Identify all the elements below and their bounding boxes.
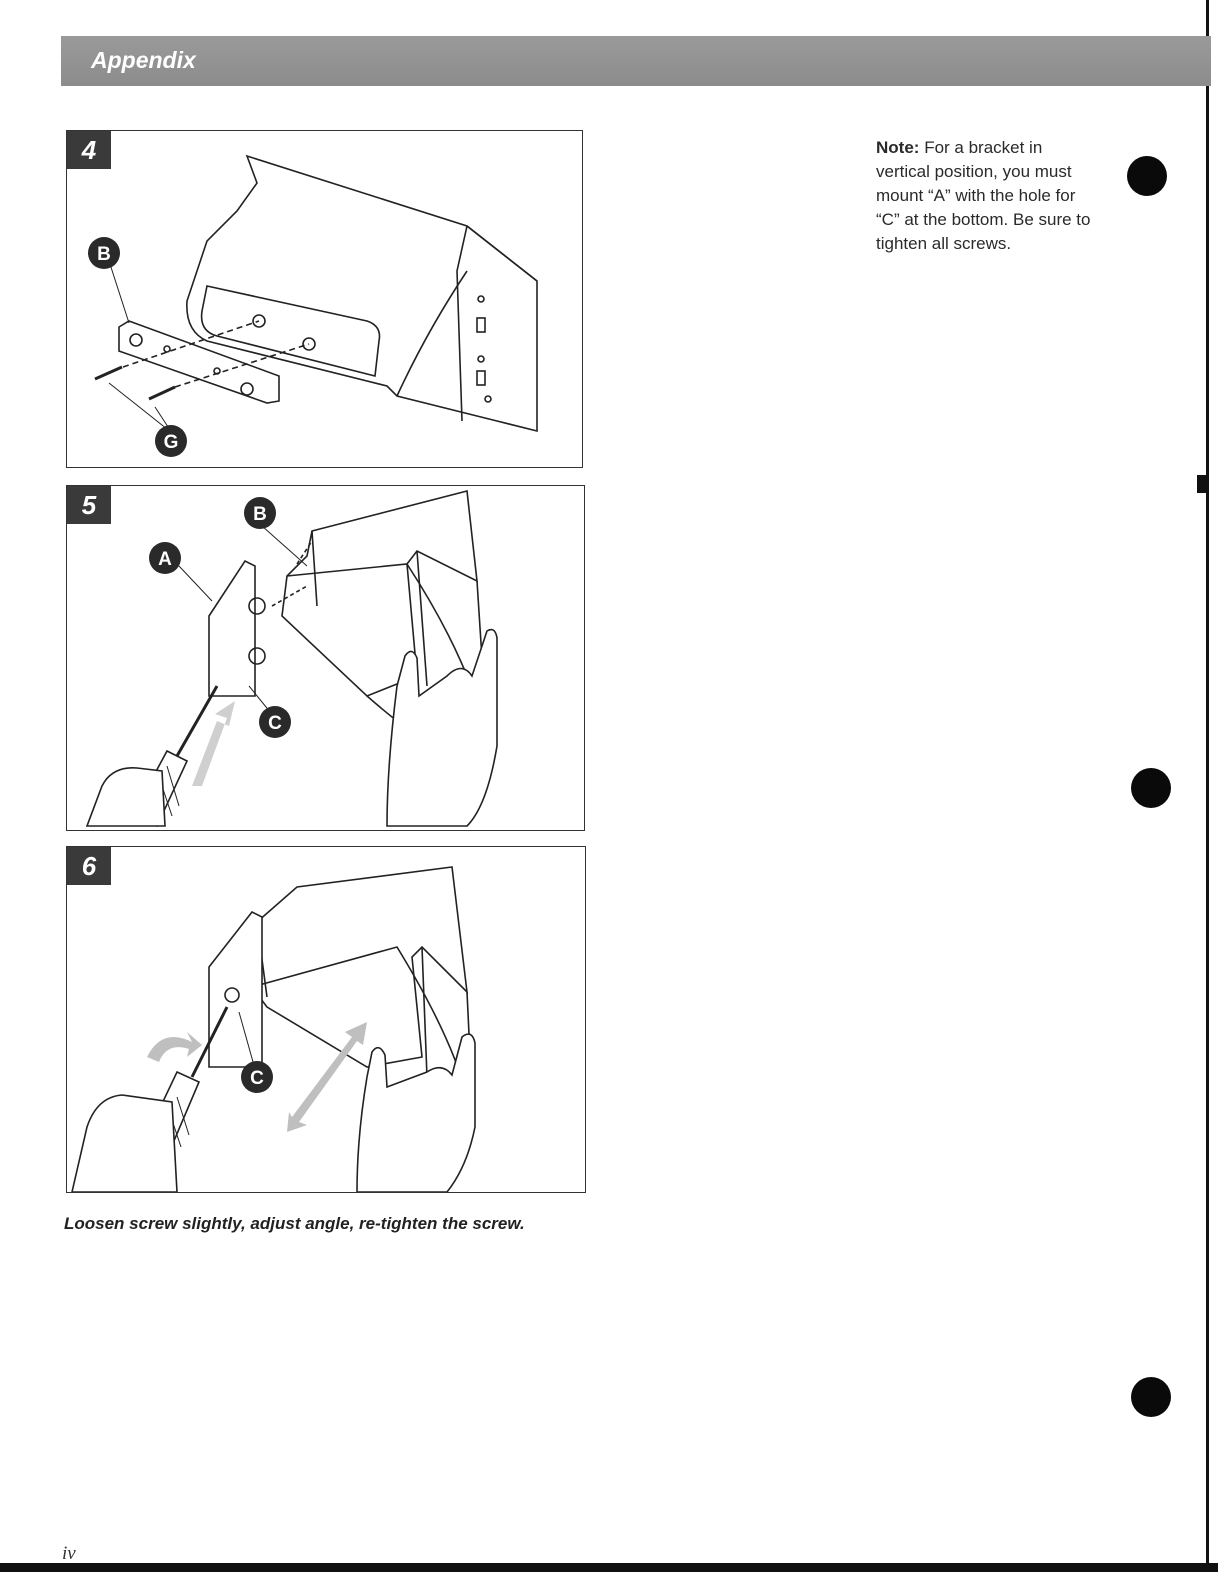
binder-punch-hole (1127, 156, 1167, 196)
label-b: B (97, 244, 111, 265)
step-5-illustration (66, 485, 585, 831)
label-g: G (163, 432, 179, 453)
section-header-bar (61, 36, 1211, 86)
note-block (876, 136, 1096, 256)
label-b: B (253, 504, 267, 525)
label-c: C (268, 713, 282, 734)
note-text: For a bracket in vertical position, you must mount “A” with the hole for “C” at the bottom. Be sure to tighten all screws. (876, 138, 1091, 253)
section-title: Appendix (91, 47, 196, 73)
speaker-and-bracket-illustration (67, 131, 582, 467)
mount-bracket-illustration (67, 486, 584, 830)
page-bottom-edge (0, 1563, 1218, 1572)
step-6-illustration (66, 846, 586, 1193)
binder-punch-hole (1131, 1377, 1171, 1417)
step-number-badge: 5 (67, 486, 111, 524)
note-label: Note: (876, 138, 920, 157)
page-right-edge (1206, 0, 1209, 1565)
adjust-angle-illustration (67, 847, 585, 1192)
step-number-badge: 6 (67, 847, 111, 885)
label-c: C (250, 1068, 264, 1089)
page-number: iv (62, 1543, 76, 1564)
instruction-caption: Loosen screw slightly, adjust angle, re-tighten the screw. (64, 1214, 525, 1233)
label-a: A (158, 549, 172, 570)
page-edge-tab (1197, 475, 1207, 493)
binder-punch-hole (1131, 768, 1171, 808)
step-number-badge: 4 (67, 131, 111, 169)
step-4-illustration (66, 130, 583, 468)
